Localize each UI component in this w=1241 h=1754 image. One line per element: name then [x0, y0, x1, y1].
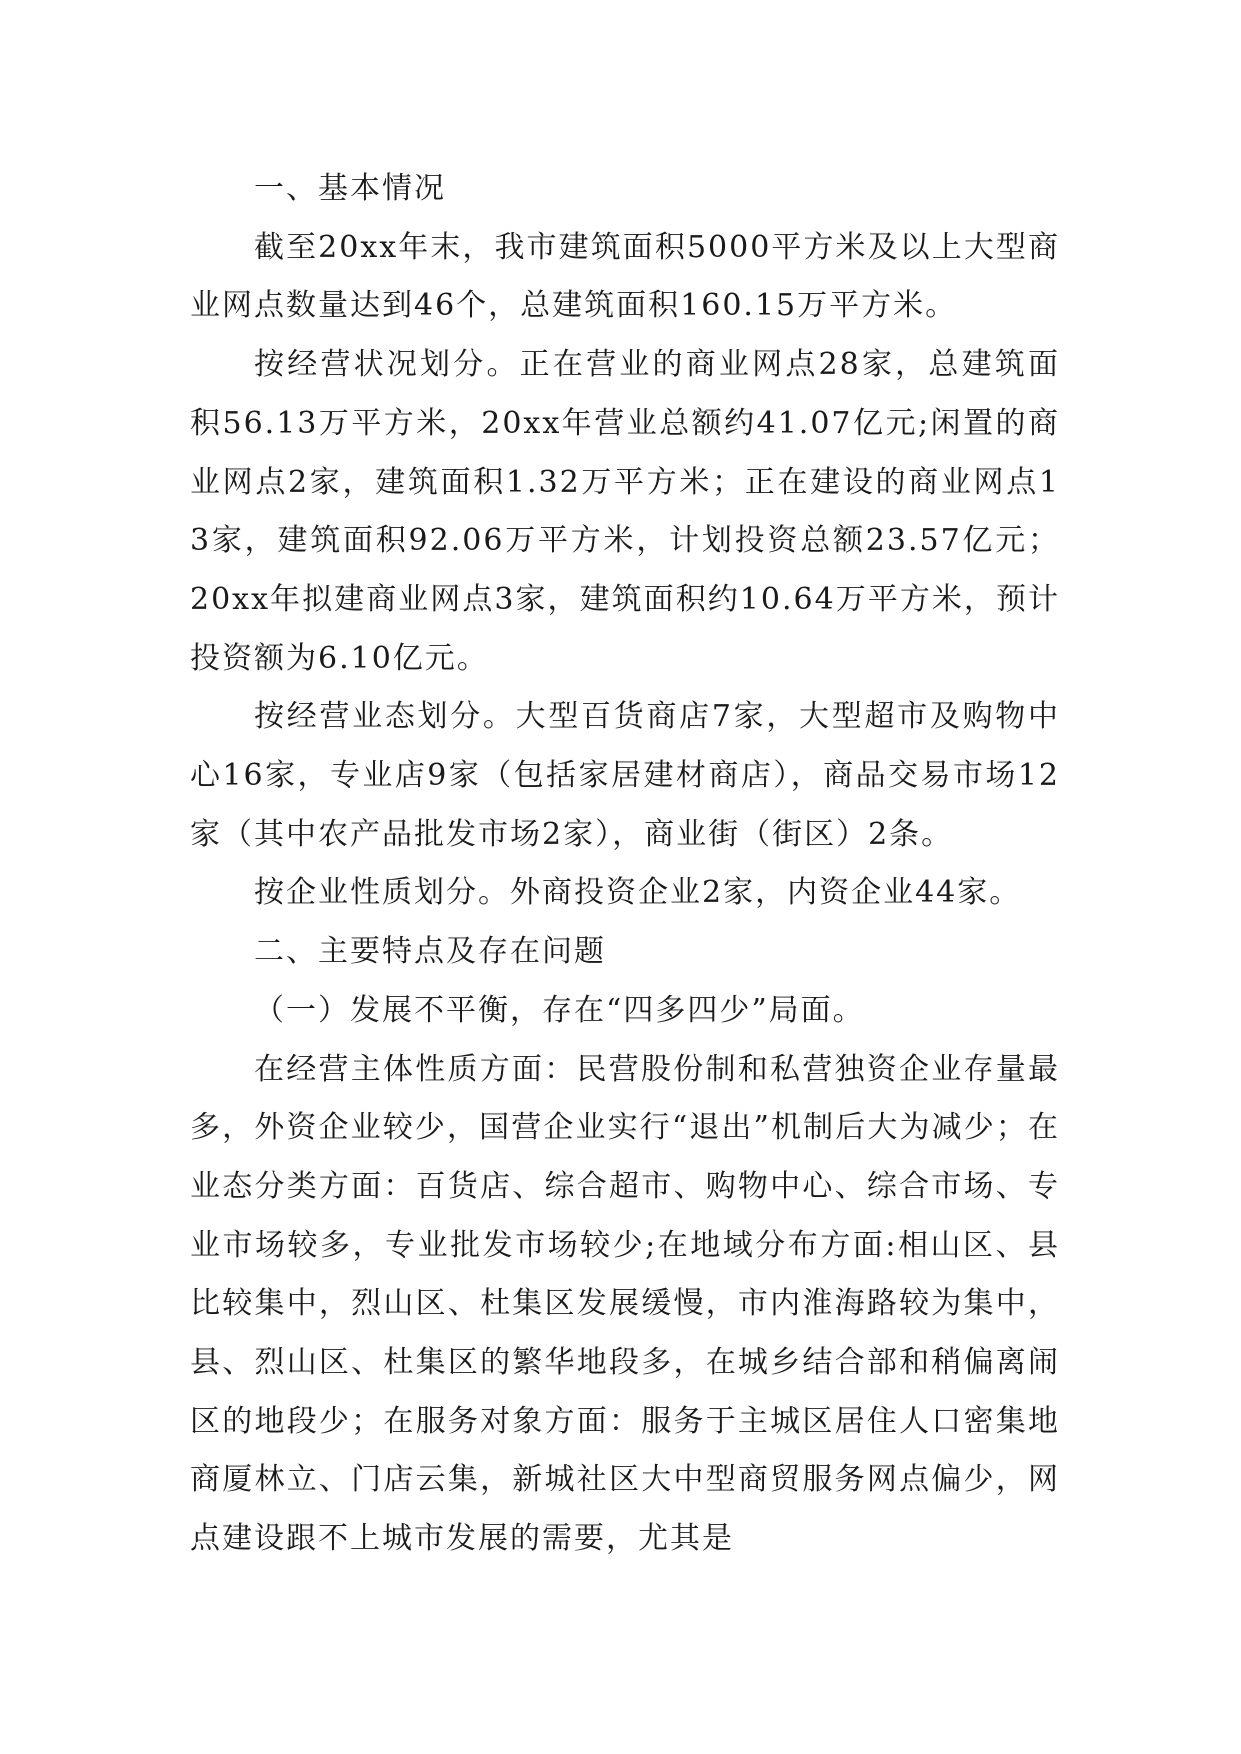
- paragraph-by-operation-status: 按经营状况划分。正在营业的商业网点28家，总建筑面积56.13万平方米，20xx年营业总额约41.07亿元;闲置的商业网点2家，建筑面积1.32万平方米；正在建设的商业网点13家，建筑面积92.06万平方米，计划投资总额23.57亿元；20xx年拟建商业网点3家，建筑面积约10.64万平方米，预计投资额为6.10亿元。: [190, 347, 1060, 676]
- paragraph-by-business-format: 按经营业态划分。大型百货商店7家，大型超市及购物中心16家，专业店9家（包括家居建材商店），商品交易市场12家（其中农产品批发市场2家），商业街（街区）2条。: [190, 699, 1060, 852]
- paragraph-summary: 截至20xx年末，我市建筑面积5000平方米及以上大型商业网点数量达到46个，总建筑面积160.15万平方米。: [190, 229, 1060, 324]
- document-body: [190, 160, 1060, 1569]
- section-heading-features-problems: 二、主要特点及存在问题: [254, 934, 606, 970]
- paragraph-by-enterprise-nature: 按企业性质划分。外商投资企业2家，内资企业44家。: [254, 875, 1022, 911]
- section-heading-basic-situation: 一、基本情况: [254, 171, 446, 206]
- subheading-imbalance: （一）发展不平衡，存在“四多四少”局面。: [254, 992, 865, 1028]
- paragraph-imbalance-detail: 在经营主体性质方面：民营股份制和私营独资企业存量最多，外资企业较少，国营企业实行“退出”机制后大为减少；在业态分类方面：百货店、综合超市、购物中心、综合市场、专业市场较多，专业批发市场较少;在地域分布方面:相山区、县比较集中，烈山区、杜集区发展缓慢，市内淮海路较为集中，县、烈山区、杜集区的繁华地段多，在城乡结合部和稍偏离闹区的地段少；在服务对象方面：服务于主城区居住人口密集地商厦林立、门店云集，新城社区大中型商贸服务网点偏少，网点建设跟不上城市发展的需要，尤其是: [190, 1051, 1060, 1557]
